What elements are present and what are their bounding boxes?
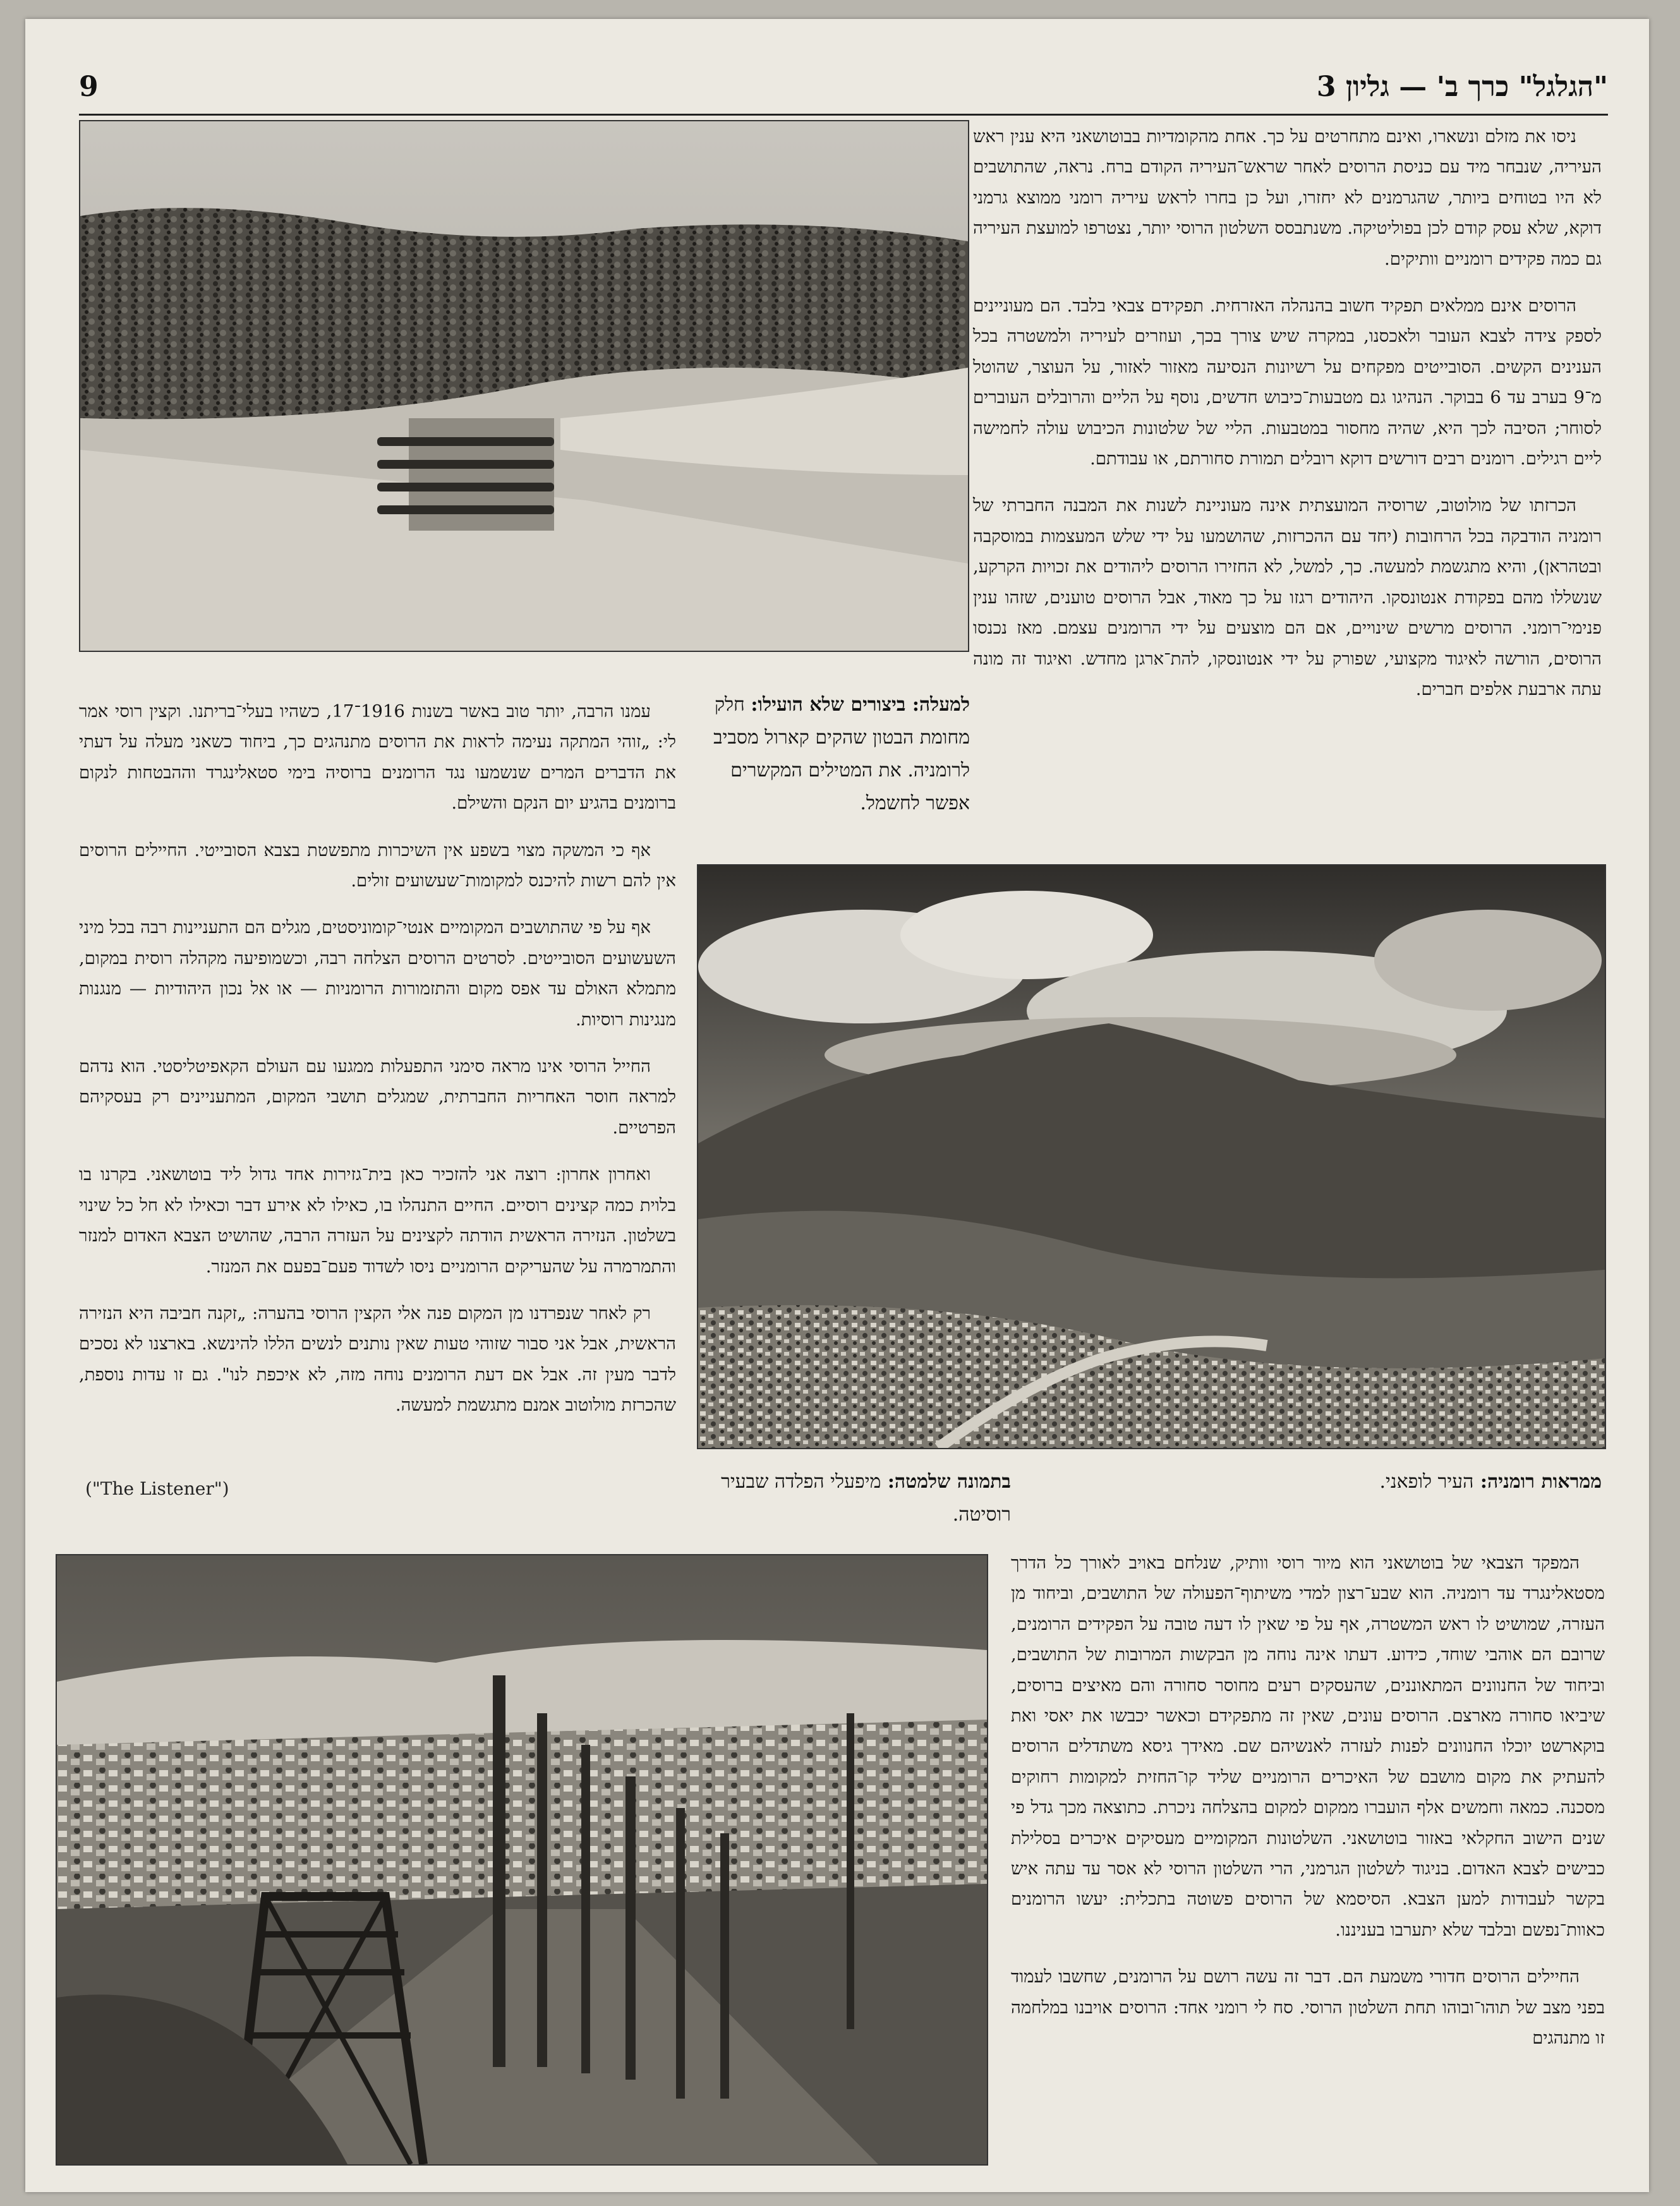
article-column-middle-left bbox=[79, 696, 676, 1437]
article-column-bottom-right bbox=[1011, 1548, 1605, 2070]
paragraph: המפקד הצבאי של בוטושאני הוא מיור רוסי וותיק, שנלחם באויב לאורך כל הדרך מסטאלינגרד עד רומניה. הוא שבע־רצון למדי משיתוף־הפעולה של התושבים, וביחוד מן העזרה, שמושיט לו ראש המשטרה, אף על פי שאין לו דעה טובה על הפקידים הרומנים, שרובם הם אוהבי שוחד, כידוע. דעתו אינה נוחה מן הבקשות המרובות של התושבים, וביחוד של החנוונים המתאוננים, שהעסקים רעים מחוסר סחורה והם מאיצים ברוסים, שיביאו סחורה מארצם. הרוסים עונים, שאין זה מתפקידם וכאשר יכבשו את יאסי ואת בוקארשט יוכלו החנוונים לפנות לעזרה לאנשיהם שם. מאידך גיסא משתדלים הרוסים להעתיק את מקום מושבם של האיכרים הרומניים שליד קו־החזית למקומות רחוקים מסכנה. כמאה וחמשים אלף הועברו ממקום למקום בהצלחה ניכרת. כתוצאה מכך גדל פי שנים הישוב החקלאי באזור בוטושאני. השלטונות המקומיים מעסיקים איכרים בסלילת כבישים לצבא האדום. בניגוד לשלטון הגרמני, הרי השלטון הרוסי לא אסר עד עתה איש בקשר לעבודות למען הצבא. הסיסמא של הרוסים פשוטה בתכלית: יעשו הרומנים כאוות־נפשם ובלבד שלא יתערבו בעניננו. bbox=[1011, 1553, 1605, 1940]
page-number: 9 bbox=[79, 71, 99, 103]
steelworks-photo bbox=[56, 1554, 988, 2166]
paragraph: החייל הרוסי אינו מראה סימני התפעלות ממגעו עם העולם הקאפיטליסטי. הוא נדהם למראה חוסר האחריות החברתית, שמגלים תושבי המקום, המתעניינים רק בעסקיהם הפרטיים. bbox=[79, 1056, 676, 1138]
steelworks-caption bbox=[720, 1466, 1011, 1531]
caption-lead-rest: ביצורים שלא הועילו: bbox=[751, 694, 906, 716]
running-title: "הגלגל" כרך ב' — גליון 3 bbox=[1316, 71, 1608, 103]
caption-lead: ממראות רומניה: bbox=[1473, 1471, 1602, 1493]
caption-text: חלק מחומת הבטון שהקים קארול מסביב לרומניה. את המטילים המקשרים אפשר לחשמל. bbox=[713, 694, 970, 814]
caption-text: העיר לופאני. bbox=[1379, 1471, 1474, 1493]
page-header bbox=[79, 63, 1608, 116]
paragraph: הכרזתו של מולוטוב, שרוסיה המועצתית אינה מעוניינת לשנות את המבנה החברתי של רומניה הודבקה בכל הרחובות (יחד עם ההכרזות, שהושמעו על ידי שלש המעצמות במוסקבה ובטהראן), והיא מתגשמת למעשה. כך, למשל, לא החזירו הרוסים ליהודים את זכויות הקרקע, שנשללו מהם בפקודת אנטונסקו. היהודים רגזו על כך מאוד, אבל הרוסים טוענים, שזהו ענין פנימי־רומני. הרוסים מרשים שינויים, אם הם מוצעים על ידי הרומנים עצמם. מאז נכנסו הרוסים, הורשה לאיגוד מקצועי, שפורק על ידי אנטונסקו, להת־ארגן מחדש. ואיגוד זה מונה עתה ארבעת אלפים חברים. bbox=[973, 495, 1602, 699]
paragraph: הרוסים אינם ממלאים תפקיד חשוב בהנהלה האזרחית. תפקידם צבאי בלבד. הם מעוניינים לספק צידה לצבא העובר ולאכסנו, במקרה שיש צורך בכך, ועוזרים לעיריה ולמשטרה בכל הענינים הקשים. הסובייטים מפקחים על רשיונות הנסיעה מאזור לאזור, על העוצר, שהוטל מ־9 בערב עד 6 בבוקר. הנהיגו גם מטבעות־כיבוש חדשים, נוסף על הליים והרובלים העוברים לסוחר; הסיבה לכך היא, שהיה מחסור במטבעות. הליי של שלטונות הכיבוש עולה לחמישה ליים רגילים. רומנים רבים דורשים דוקא רובלים תמורת סחורתם, או עבודתם. bbox=[973, 296, 1602, 469]
paragraph: עמנו הרבה, יותר טוב באשר בשנות 1916־17, כשהיו בעלי־בריתנו. וקצין רוסי אמר לי: „זוהי המתקה נעימה לראות את הרוסים מתנהגים כך, ביחוד כשאני מעלה על דעתי את הדברים המרים שנשמעו נגד הרומנים ברוסיה בימי סטאלינגרד וההבטחות לנקום ברומנים בהגיע יום הנקם והשילם. bbox=[79, 701, 676, 814]
caption-lead: בתמונה שלמטה: bbox=[881, 1471, 1011, 1493]
mountain-town-photo bbox=[697, 864, 1606, 1449]
paragraph: אף כי המשקה מצוי בשפע אין השיכרות מתפשטת בצבא הסובייטי. החיילים הרוסים אין להם רשות להיכנס למקומות־שעשועים זולים. bbox=[79, 840, 676, 891]
paragraph: רק לאחר שנפרדנו מן המקום פנה אלי הקצין הרוסי בהערה: „זקנה חביבה היא הנזירה הראשית, אבל אני סבור שזוהי טעות שאין נותנים לנשים הללו להינשא. בארצנו לא נסכים לדבר מעין זה. אבל אם דעת הרומנים נוחה מזה, לא איכפת לנו". גם זו עדות נוספת, שהכרזת מולוטוב אמנם מתגשמת למעשה. bbox=[79, 1303, 676, 1416]
caption-text: מיפעלי הפלדה שבעיר רוסיטה. bbox=[721, 1471, 1011, 1526]
mountain-caption bbox=[1099, 1466, 1602, 1498]
fortification-caption bbox=[695, 689, 970, 820]
paragraph: ואחרון אחרון: רוצה אני להזכיר כאן בית־גזירות אחד גדול ליד בוטושאני. בקרנו בו בלוית כמה קצינים רוסיים. החיים התנהלו בו, כאילו לא אירע דבר וכאילו לא חל כל שינוי בשלטון. הנזירה הראשית הודתה לקצינים על העזרה הרבה, שהושיט הצבא האדום למנזר והתמרמרה על שהעריקים הרומניים ניסו לשדוד פעם־בפעם את המנזר. bbox=[79, 1164, 676, 1277]
article-column-top-right bbox=[973, 121, 1602, 721]
paragraph: ניסו את מזלם ונשארו, ואינם מתחרטים על כך. אחת מהקומדיות בבוטושאני היא ענין ראש העיריה, שנבחר מיד עם כניסת הרוסים לאחר שראש־העיריה הקודם ברח. נראה, שהתושבים לא היו בטוחים ביותר, שהגרמנים לא יחזרו, ועל כן בחרו לראש עיריה רומני ממוצא גרמני דוקא, שלא עסק קודם לכן בפוליטיקה. משנתבסס השלטון הרוסי יותר, נצטרפו למועצת העיריה גם כמה פקידים רומניים וותיקים. bbox=[973, 126, 1602, 269]
source-credit: ("The Listener") bbox=[85, 1478, 229, 1499]
fortification-photo bbox=[79, 120, 969, 652]
caption-lead: למעלה: bbox=[905, 694, 970, 716]
paragraph: החיילים הרוסים חדורי משמעת הם. דבר זה עשה רושם על הרומנים, שחשבו לעמוד בפני מצב של תוהו־ובוהו תחת השלטון הרוסי. סח לי רומני אחד: הרוסים אויבנו במלחמה זו מתנהגים bbox=[1011, 1967, 1605, 2049]
paragraph: אף על פי שהתושבים המקומיים אנטי־קומוניסטים, מגלים הם התעניינות רבה בכל מיני השעשועים הסובייטים. לסרטים הרוסים הצלחה רבה, וכשמופיעה מקהלה רוסית במקום, מתמלא האולם עד אפס מקום והתזמורות הרומניות — או אל נכון היהודיות — מנגנות מנגינות רוסיות. bbox=[79, 917, 676, 1030]
newspaper-page bbox=[25, 19, 1649, 2192]
